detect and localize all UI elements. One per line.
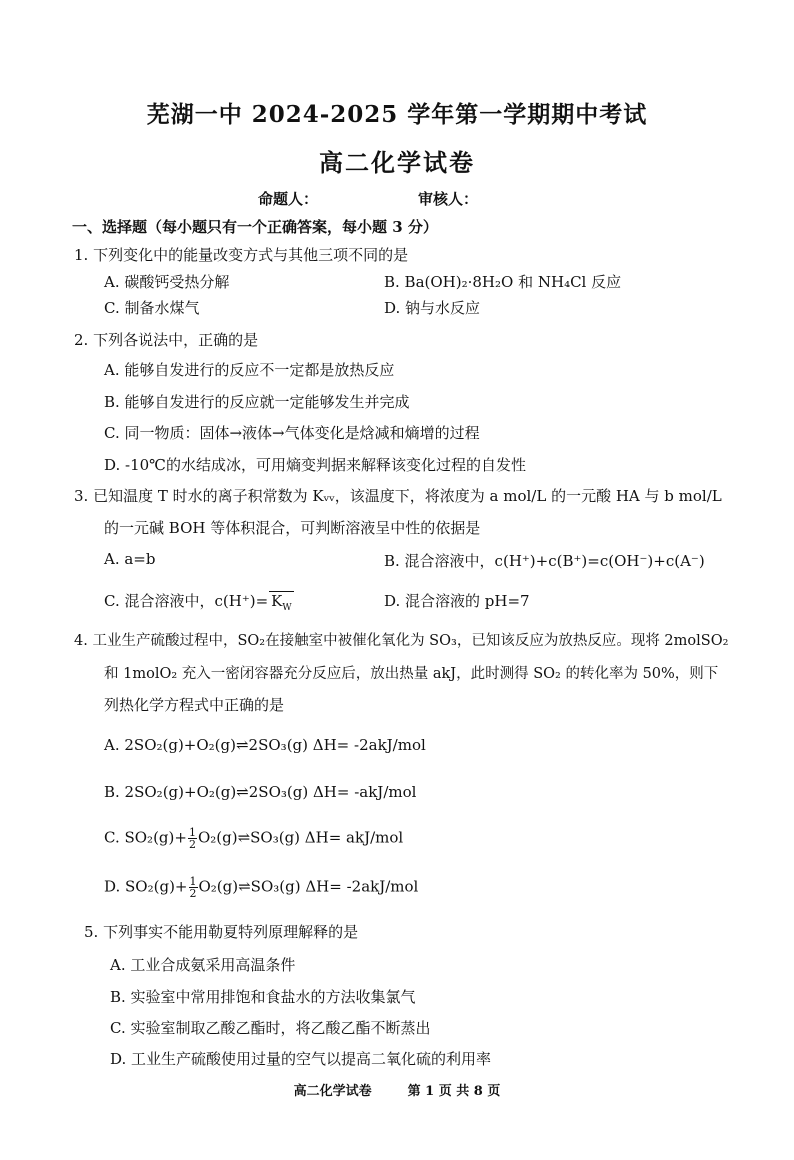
q3-option-a: A. a=b — [104, 550, 156, 568]
q4-option-d — [104, 876, 418, 899]
section-heading: 一、选择题（每小题只有一个正确答案，每小题 3 分） — [72, 218, 438, 236]
q4-option-d-tail: O₂(g)⇌SO₃(g) ΔH= -2akJ/mol — [198, 877, 419, 896]
author-line — [258, 188, 578, 209]
q4-option-b: B. 2SO₂(g)+O₂(g)⇌2SO₃(g) ΔH= -akJ/mol — [104, 783, 417, 801]
q4-option-c-tail: O₂(g)⇌SO₃(g) ΔH= akJ/mol — [197, 828, 404, 847]
question-4-stem-line2: 和 1molO₂ 充入一密闭容器充分反应后，放出热量 akJ，此时测得 SO₂ 的转化率为 50%，则下 — [104, 666, 719, 682]
q1-option-b: B. Ba(OH)₂·8H₂O 和 NH₄Cl 反应 — [384, 273, 622, 291]
q3-option-c — [104, 590, 294, 613]
exam-title: 芜湖一中 2024-2025 学年第一学期期中考试 — [146, 101, 648, 128]
exam-subtitle: 高二化学试卷 — [319, 148, 475, 177]
q5-option-c: C. 实验室制取乙酸乙酯时，将乙酸乙酯不断蒸出 — [110, 1019, 431, 1037]
q4-option-c-head: C. SO₂(g)+ — [104, 828, 187, 847]
question-2-stem: 2. 下列各说法中，正确的是 — [74, 331, 259, 349]
q3-option-b: B. 混合溶液中，c(H⁺)+c(B⁺)=c(OH⁻)+c(A⁻) — [384, 552, 705, 570]
q2-option-a: A. 能够自发进行的反应不一定都是放热反应 — [104, 361, 395, 379]
q2-option-b: B. 能够自发进行的反应就一定能够发生并完成 — [104, 393, 410, 411]
sqrt-sub-w: W — [282, 603, 292, 613]
fraction-half-d — [189, 876, 198, 899]
q2-option-c: C. 同一物质：固体→液体→气体变化是焓减和熵增的过程 — [104, 424, 480, 442]
author-label: 命题人： — [258, 190, 319, 208]
page-footer — [0, 1080, 794, 1099]
frac-num: 1 — [188, 826, 196, 839]
q2-option-d: D. -10℃的水结成冰，可用熵变判据来解释该变化过程的自发性 — [104, 456, 526, 474]
q3-option-c-text: C. 混合溶液中，c(H⁺)= — [104, 592, 269, 610]
q5-option-a: A. 工业合成氨采用高温条件 — [110, 956, 296, 974]
q4-option-c — [104, 827, 403, 850]
reviewer-label: 审核人： — [418, 190, 479, 208]
frac-num: 1 — [189, 875, 197, 888]
q1-option-a: A. 碳酸钙受热分解 — [104, 273, 230, 291]
sqrt-kw — [269, 591, 293, 613]
frac-den: 2 — [189, 887, 197, 900]
question-5-stem: 5. 下列事实不能用勒夏特列原理解释的是 — [84, 923, 359, 941]
footer-exam-name: 高二化学试卷 — [293, 1084, 372, 1099]
q4-option-a: A. 2SO₂(g)+O₂(g)⇌2SO₃(g) ΔH= -2akJ/mol — [104, 736, 426, 754]
q5-option-b: B. 实验室中常用排饱和食盐水的方法收集氯气 — [110, 988, 416, 1006]
sqrt-k: K — [271, 592, 283, 610]
question-4-stem-line1: 4. 工业生产硫酸过程中，SO₂在接触室中被催化氧化为 SO₃，已知该反应为放热反应。现将 2molSO₂ — [74, 633, 729, 649]
q4-option-d-head: D. SO₂(g)+ — [104, 877, 188, 896]
question-1-stem: 1. 下列变化中的能量改变方式与其他三项不同的是 — [74, 246, 409, 264]
q1-option-c: C. 制备水煤气 — [104, 299, 200, 317]
q3-option-d: D. 混合溶液的 pH=7 — [384, 592, 530, 610]
question-3-stem-line1: 3. 已知温度 T 时水的离子积常数为 Kᵥᵥ，该温度下，将浓度为 a mol/L 的一元酸 HA 与 b mol/L — [74, 487, 722, 505]
question-4-stem-line3: 列热化学方程式中正确的是 — [104, 696, 285, 714]
q5-option-d: D. 工业生产硫酸使用过量的空气以提高二氧化硫的利用率 — [110, 1050, 492, 1068]
question-3-stem-line2: 的一元碱 BOH 等体积混合，可判断溶液呈中性的依据是 — [104, 519, 481, 537]
footer-page-number: 第 1 页 共 8 页 — [407, 1084, 501, 1099]
fraction-half-c — [188, 827, 197, 850]
frac-den: 2 — [188, 838, 196, 851]
q1-option-d: D. 钠与水反应 — [384, 299, 481, 317]
